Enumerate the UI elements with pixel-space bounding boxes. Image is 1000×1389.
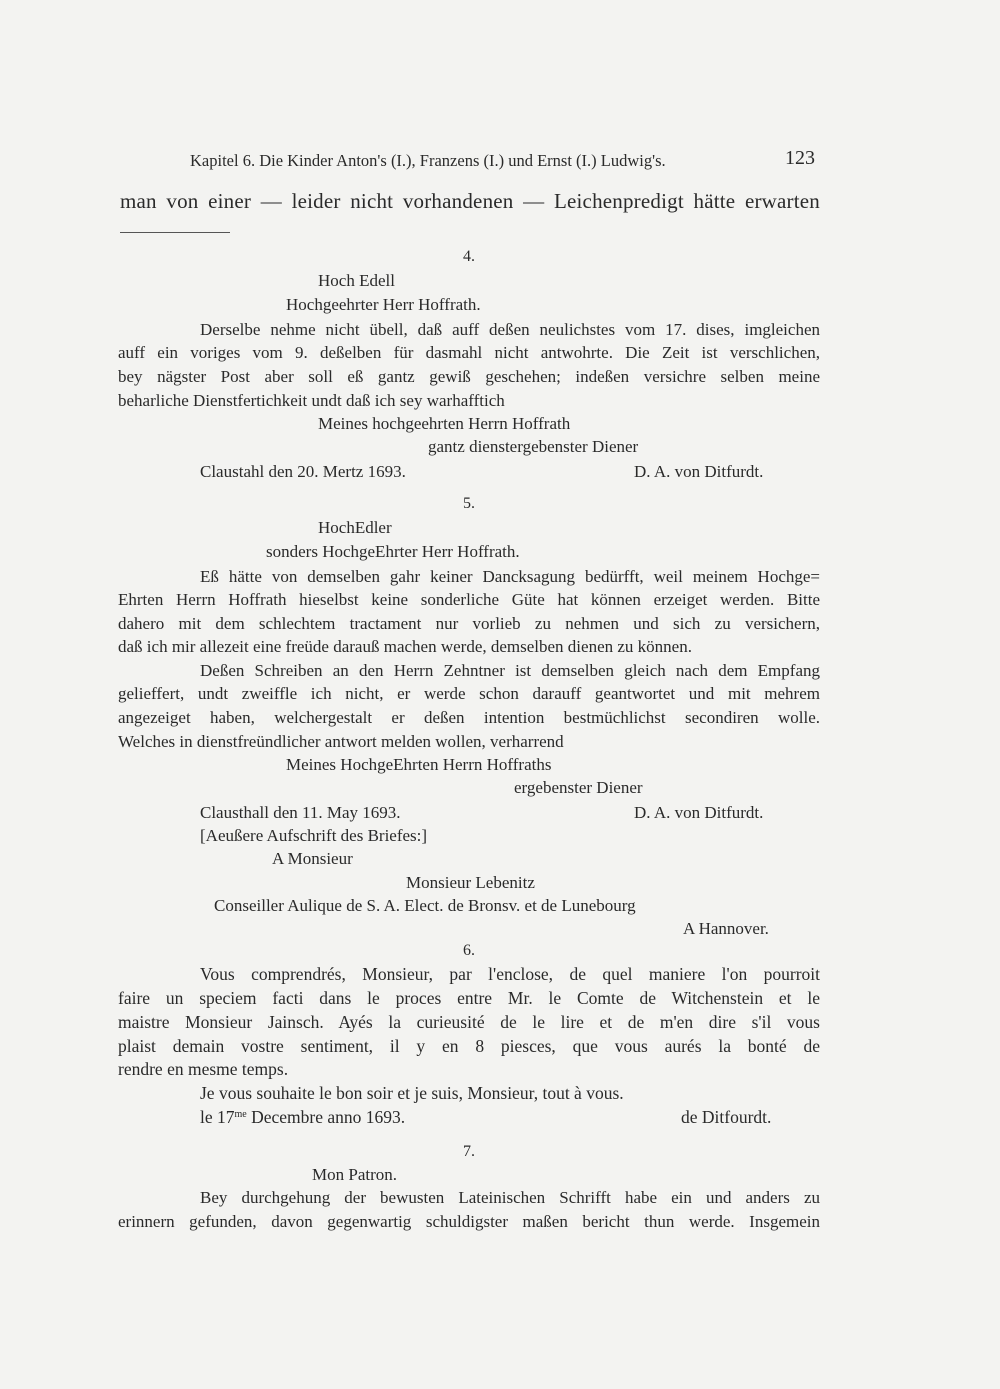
letter-7-number: 7. bbox=[463, 1143, 475, 1160]
letter-5-number: 5. bbox=[463, 495, 475, 512]
letter-5-place-date: Clausthall den 11. May 1693. bbox=[200, 803, 401, 822]
letter-5-body-line: Eß hätte von demselben gahr keiner Dancksagung bedürfft, weil meinem Hochge= bbox=[200, 567, 820, 586]
letter-6-date bbox=[200, 1106, 405, 1128]
letter-5-salutation-1: HochEdler bbox=[318, 518, 392, 537]
letter-6-signature: de Ditfourdt. bbox=[681, 1107, 772, 1127]
letter-4-closing-2: gantz dienstergebenster Diener bbox=[428, 437, 639, 456]
letter-6-body-line: Vous comprendrés, Monsieur, par l'enclose, de quel maniere l'on pourroit bbox=[200, 964, 820, 984]
letter-5-salutation-2: sonders HochgeEhrter Herr Hoffrath. bbox=[266, 542, 520, 561]
letter-7-salutation: Mon Patron. bbox=[312, 1165, 397, 1184]
letter-5-address-line-3: Conseiller Aulique de S. A. Elect. de Bronsv. et de Lunebourg bbox=[214, 896, 636, 915]
letter-6-body-last: rendre en mesme temps. bbox=[118, 1059, 289, 1079]
letter-7-body-line: erinnern gefunden, davon gegenwartig schuldigster maßen bericht thun werde. Insgemein bbox=[118, 1212, 820, 1231]
letter-4-body-line: Derselbe nehme nicht übell, daß auff deßen neulichstes vom 17. dises, imgleichen bbox=[200, 320, 820, 339]
separator-rule bbox=[120, 232, 230, 233]
letter-5-address-line-2: Monsieur Lebenitz bbox=[406, 873, 535, 892]
letter-5-body-line: Ehrten Herrn Hoffrath hieselbst keine sonderliche Güte hat können erzeiget werden. Bitte bbox=[118, 590, 820, 609]
letter-4-closing-1: Meines hochgeehrten Herrn Hoffrath bbox=[318, 414, 571, 433]
letter-5-address-line-4: A Hannover. bbox=[683, 919, 769, 938]
letter-4-salutation-1: Hoch Edell bbox=[318, 271, 395, 290]
intro-line: man von einer — leider nicht vorhandenen — Leichenpredigt hätte erwarten bbox=[120, 189, 820, 213]
letter-6-date-prefix: le 17 bbox=[200, 1107, 235, 1127]
letter-5-body2-line: Welches in dienstfreündlicher antwort melden wollen, verharrend bbox=[118, 732, 564, 751]
letter-5-body2-line: Deßen Schreiben an den Herrn Zehntner ist demselben gleich nach dem Empfang bbox=[200, 661, 820, 680]
letter-5-signature: D. A. von Ditfurdt. bbox=[634, 803, 764, 822]
letter-6-date-superscript: me bbox=[234, 1109, 247, 1120]
letter-6-body-line: maistre Monsieur Jainsch. Ayés la curieusité de le lire et de m'en dire s'il vous bbox=[118, 1012, 820, 1032]
letter-4-signature: D. A. von Ditfurdt. bbox=[634, 462, 764, 481]
letter-6-date-rest: Decembre anno 1693. bbox=[246, 1107, 406, 1127]
letter-5-body2-line: angezeiget haben, welchergestalt er deßen intention bestmüchlichst secondiren wolle. bbox=[118, 708, 820, 727]
letter-7-body-line: Bey durchgehung der bewusten Lateinischen Schrifft habe ein und anders zu bbox=[200, 1188, 820, 1207]
letter-5-body-line: daß ich mir allezeit eine freüde darauß machen werde, demselben dienen zu können. bbox=[118, 637, 692, 656]
running-title: Kapitel 6. Die Kinder Anton's (I.), Franzens (I.) und Ernst (I.) Ludwig's. bbox=[190, 151, 666, 170]
letter-6-body-line: faire un speciem facti dans le proces entre Mr. le Comte de Witchenstein et le bbox=[118, 988, 820, 1008]
letter-6-closing: Je vous souhaite le bon soir et je suis, Monsieur, tout à vous. bbox=[200, 1083, 624, 1103]
letter-6-body-line: plaist demain vostre sentiment, il y en 8 piesces, que vous aurés la bonté de bbox=[118, 1036, 820, 1056]
letter-5-body-line: dahero mit dem schlechtem tractament nur vorlieb zu nehmen und sich zu versichern, bbox=[118, 614, 820, 633]
letter-4-salutation-2: Hochgeehrter Herr Hoffrath. bbox=[286, 295, 481, 314]
letter-5-closing-1: Meines HochgeEhrten Herrn Hoffraths bbox=[286, 755, 552, 774]
letter-5-address-line-1: A Monsieur bbox=[272, 849, 353, 868]
letter-4-number: 4. bbox=[463, 248, 475, 265]
letter-5-address-note: [Aeußere Aufschrift des Briefes:] bbox=[200, 826, 428, 845]
letter-5-body2-line: gelieffert, undt zweiffle ich nicht, er werde schon darauff geantwortet und mit mehrem bbox=[118, 684, 820, 703]
letter-4-place-date: Claustahl den 20. Mertz 1693. bbox=[200, 462, 406, 481]
letter-4-body-line: beharliche Dienstfertichkeit undt daß ich sey warhafftich bbox=[118, 391, 505, 410]
letter-4-body-line: bey nägster Post aber soll eß gantz gewiß geschehen; indeßen versichre selben meine bbox=[118, 367, 820, 386]
letter-4-body-line: auff ein voriges vom 9. deßelben für dasmahl nicht antwohrte. Die Zeit ist verschlichen, bbox=[118, 343, 820, 362]
page-number: 123 bbox=[785, 147, 815, 169]
letter-6-number: 6. bbox=[463, 942, 475, 959]
letter-5-closing-2: ergebenster Diener bbox=[514, 778, 643, 797]
